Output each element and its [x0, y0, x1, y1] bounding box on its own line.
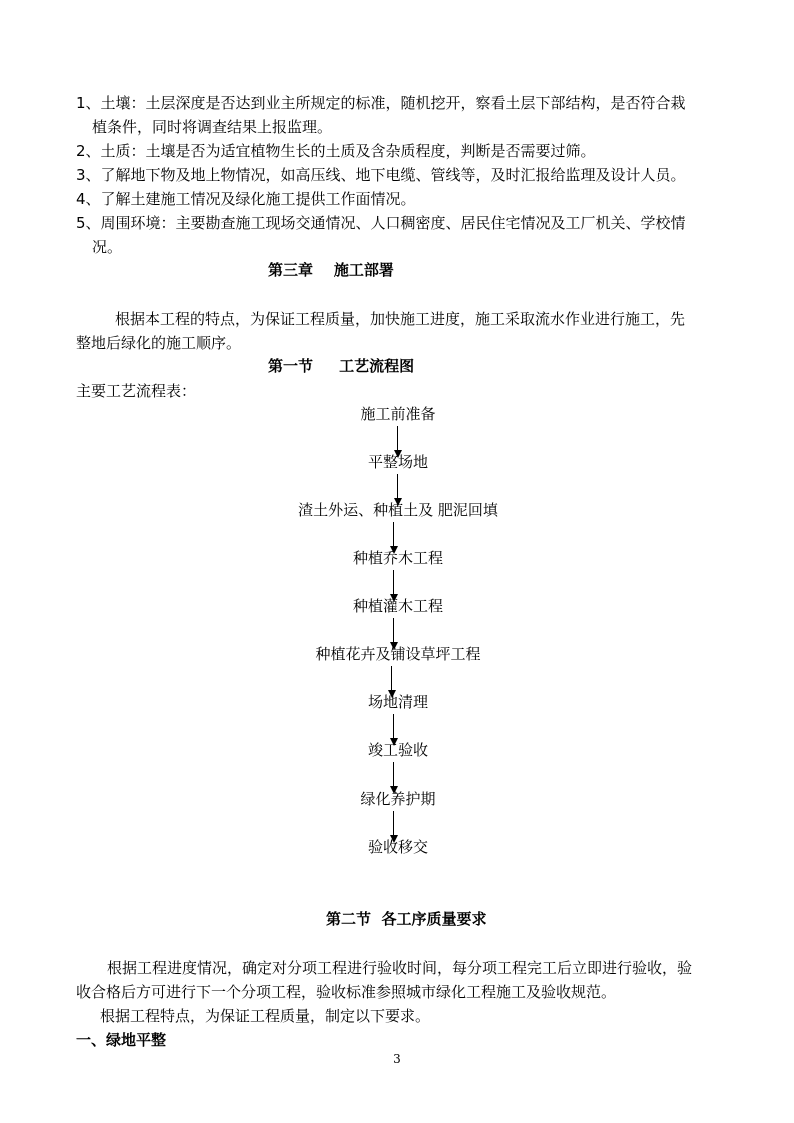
flow-step-4: 种植乔木工程 — [352, 549, 443, 567]
list-item-4: 4、了解土建施工情况及绿化施工提供工作面情况。 — [76, 190, 416, 208]
flow-step-6: 种植花卉及铺设草坪工程 — [315, 645, 481, 663]
flow-step-8: 竣工验收 — [367, 741, 428, 759]
section-paragraph-2: 根据工程特点，为保证工程质量，制定以下要求。 — [100, 1007, 431, 1025]
list-item-5-line-2: 况。 — [92, 238, 123, 256]
flow-step-10: 验收移交 — [367, 838, 428, 856]
subheading: 一、绿地平整 — [76, 1031, 167, 1049]
page-number: 3 — [393, 1052, 401, 1066]
flow-step-9: 绿化养护期 — [360, 790, 436, 808]
flow-step-2: 平整场地 — [367, 453, 428, 471]
section-paragraph-1-line-1: 根据工程进度情况，确定对分项工程进行验收时间，每分项工程完工后立即进行验收，验 — [107, 959, 693, 977]
list-item-5-line-1: 5、周围环境：主要勘查施工现场交通情况、人口稠密度、居民住宅情况及工厂机关、学校情 — [76, 214, 686, 232]
section-title-quality: 第二节 各工序质量要求 — [326, 910, 487, 928]
list-item-1-line-2: 植条件，同时将调查结果上报监理。 — [92, 118, 333, 136]
flow-arrow-8 — [393, 762, 395, 792]
chapter-title: 第三章 施工部署 — [268, 261, 394, 279]
chapter-paragraph-line-2: 整地后绿化的施工顺序。 — [76, 334, 242, 352]
flow-step-5: 种植灌木工程 — [352, 597, 443, 615]
list-item-2: 2、土质：土壤是否为适宜植物生长的土质及含杂质程度，判断是否需要过筛。 — [76, 142, 596, 160]
list-item-3: 3、了解地下物及地上物情况，如高压线、地下电缆、管线等，及时汇报给监理及设计人员。 — [76, 166, 686, 184]
chapter-paragraph-line-1: 根据本工程的特点，为保证工程质量，加快施工进度，施工采取流水作业进行施工，先 — [115, 310, 686, 328]
flowchart-intro: 主要工艺流程表： — [76, 382, 197, 400]
section-paragraph-1-line-2: 收合格后方可进行下一个分项工程，验收标准参照城市绿化工程施工及验收规范。 — [76, 983, 617, 1001]
section-title-flowchart: 第一节 工艺流程图 — [268, 357, 415, 375]
flow-step-1: 施工前准备 — [360, 405, 436, 423]
flow-step-7: 场地清理 — [367, 693, 428, 711]
list-item-1-line-1: 1、土壤：土层深度是否达到业主所规定的标准，随机挖开，察看土层下部结构，是否符合栽 — [76, 94, 686, 112]
flow-step-3: 渣土外运、种植土及 肥泥回填 — [298, 501, 498, 519]
